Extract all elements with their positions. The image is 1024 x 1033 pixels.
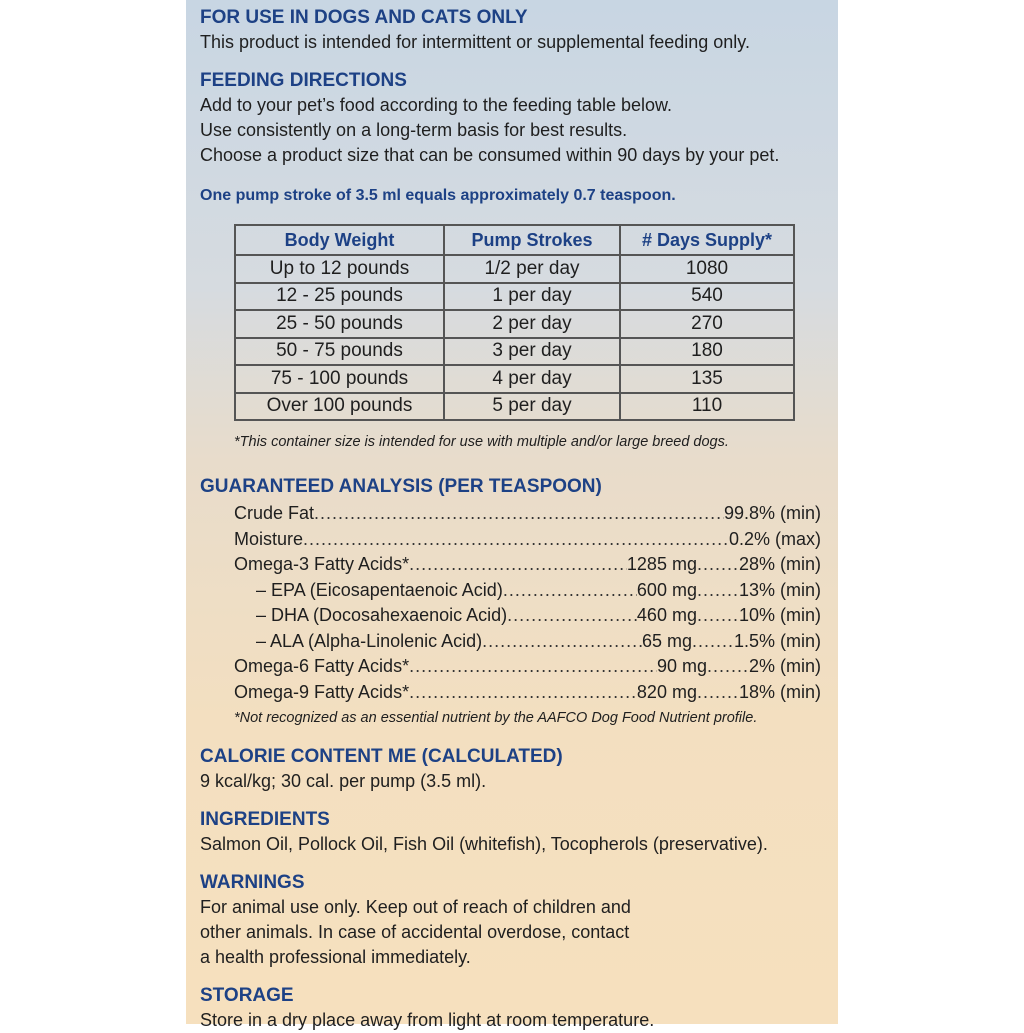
leader-dots xyxy=(697,603,739,629)
cell-days-supply: 540 xyxy=(620,283,794,311)
analysis-row xyxy=(256,603,821,629)
table-row xyxy=(235,393,794,421)
analysis-row xyxy=(234,552,821,578)
analysis-amount: 1285 mg xyxy=(626,554,697,574)
calorie-heading: CALORIE CONTENT ME (CALCULATED) xyxy=(200,746,563,767)
leader-dots xyxy=(692,629,734,655)
leader-dots xyxy=(697,578,739,604)
analysis-footnote: *Not recognized as an essential nutrient by the AAFCO Dog Food Nutrient profile. xyxy=(234,710,758,726)
warnings-line: other animals. In case of accidental overdose, contact xyxy=(200,922,630,942)
warnings-section xyxy=(200,871,830,970)
header-pump-strokes: Pump Strokes xyxy=(444,225,620,255)
table-row xyxy=(235,338,794,366)
leader-dots xyxy=(707,654,749,680)
cell-body-weight: 12 - 25 pounds xyxy=(235,283,444,311)
leader-dots xyxy=(697,552,739,578)
table-row xyxy=(235,283,794,311)
feeding-section xyxy=(200,69,830,453)
calorie-text: 9 kcal/kg; 30 cal. per pump (3.5 ml). xyxy=(200,771,487,791)
table-header-row xyxy=(235,225,794,255)
cell-days-supply: 180 xyxy=(620,338,794,366)
warnings-heading: WARNINGS xyxy=(200,872,305,893)
cell-pump-strokes: 1/2 per day xyxy=(444,255,620,283)
cell-pump-strokes: 1 per day xyxy=(444,283,620,311)
analysis-section xyxy=(200,475,830,729)
leader-dots xyxy=(507,603,637,629)
cell-days-supply: 270 xyxy=(620,310,794,338)
analysis-row xyxy=(234,654,821,680)
cell-pump-strokes: 4 per day xyxy=(444,365,620,393)
cell-body-weight: 75 - 100 pounds xyxy=(235,365,444,393)
leader-dots xyxy=(409,552,627,578)
leader-dots xyxy=(697,680,739,706)
calorie-section xyxy=(200,745,830,794)
table-row xyxy=(235,310,794,338)
cell-days-supply: 135 xyxy=(620,365,794,393)
storage-section xyxy=(200,984,830,1033)
storage-heading: STORAGE xyxy=(200,985,294,1006)
pump-note: One pump stroke of 3.5 ml equals approximately 0.7 teaspoon. xyxy=(200,187,676,204)
analysis-label: Omega-9 Fatty Acids* xyxy=(234,681,410,702)
analysis-row xyxy=(234,527,821,553)
use-text: This product is intended for intermittent or supplemental feeding only. xyxy=(200,32,750,52)
leader-dots xyxy=(409,654,657,680)
table-footnote: *This container size is intended for use with multiple and/or large breed dogs. xyxy=(234,434,729,450)
table-row xyxy=(235,255,794,283)
analysis-value: 13% (min) xyxy=(738,579,821,600)
cell-body-weight: 50 - 75 pounds xyxy=(235,338,444,366)
feeding-line: Add to your pet’s food according to the feeding table below. xyxy=(200,95,672,115)
leader-dots xyxy=(409,680,637,706)
cell-days-supply: 1080 xyxy=(620,255,794,283)
leader-dots xyxy=(503,578,637,604)
analysis-row xyxy=(256,629,821,655)
feeding-heading: FEEDING DIRECTIONS xyxy=(200,70,407,91)
cell-pump-strokes: 5 per day xyxy=(444,393,620,421)
cell-body-weight: Up to 12 pounds xyxy=(235,255,444,283)
ingredients-section xyxy=(200,808,830,857)
analysis-value: 2% (min) xyxy=(748,656,821,676)
analysis-amount: 65 mg xyxy=(641,630,692,651)
use-section xyxy=(200,6,830,55)
analysis-value: 18% (min) xyxy=(738,681,821,702)
cell-days-supply: 110 xyxy=(620,393,794,421)
analysis-heading: GUARANTEED ANALYSIS (PER TEASPOON) xyxy=(200,476,602,497)
label-content xyxy=(200,6,830,1033)
leader-dots xyxy=(314,501,724,527)
ingredients-text: Salmon Oil, Pollock Oil, Fish Oil (whitefish), Tocopherols (preservative). xyxy=(200,834,768,854)
analysis-label: – ALA (Alpha-Linolenic Acid) xyxy=(256,630,483,651)
analysis-label: – EPA (Eicosapentaenoic Acid) xyxy=(256,579,503,600)
table-row xyxy=(235,365,794,393)
label-panel xyxy=(186,0,838,1030)
cell-body-weight: Over 100 pounds xyxy=(235,393,444,421)
feeding-table xyxy=(234,224,795,421)
warnings-line: a health professional immediately. xyxy=(200,947,471,967)
analysis-row xyxy=(256,578,821,604)
cell-pump-strokes: 3 per day xyxy=(444,338,620,366)
analysis-label: – DHA (Docosahexaenoic Acid) xyxy=(256,605,508,625)
analysis-label: Moisture xyxy=(234,528,304,549)
analysis-row xyxy=(234,501,821,527)
analysis-label: Crude Fat xyxy=(234,503,315,523)
analysis-value: 99.8% (min) xyxy=(723,503,821,523)
analysis-rows xyxy=(200,501,830,705)
storage-text: Store in a dry place away from light at room temperature. xyxy=(200,1010,655,1030)
use-heading: FOR USE IN DOGS AND CATS ONLY xyxy=(200,7,528,28)
feeding-line: Choose a product size that can be consumed within 90 days by your pet. xyxy=(200,145,780,165)
feeding-line: Use consistently on a long-term basis for best results. xyxy=(200,120,628,140)
analysis-row xyxy=(234,680,821,706)
analysis-label: Omega-3 Fatty Acids* xyxy=(234,554,410,574)
analysis-value: 1.5% (min) xyxy=(733,630,821,651)
leader-dots xyxy=(482,629,642,655)
analysis-amount: 820 mg xyxy=(636,681,697,702)
analysis-amount: 90 mg xyxy=(656,656,707,676)
header-body-weight: Body Weight xyxy=(235,225,444,255)
analysis-value: 28% (min) xyxy=(738,554,821,574)
cell-body-weight: 25 - 50 pounds xyxy=(235,310,444,338)
analysis-value: 0.2% (max) xyxy=(728,528,821,549)
cell-pump-strokes: 2 per day xyxy=(444,310,620,338)
ingredients-heading: INGREDIENTS xyxy=(200,809,330,830)
warnings-line: For animal use only. Keep out of reach of children and xyxy=(200,897,631,917)
analysis-amount: 460 mg xyxy=(636,605,697,625)
analysis-value: 10% (min) xyxy=(738,605,821,625)
leader-dots xyxy=(303,527,729,553)
analysis-label: Omega-6 Fatty Acids* xyxy=(234,656,410,676)
analysis-amount: 600 mg xyxy=(636,579,697,600)
header-days-supply: # Days Supply* xyxy=(620,225,794,255)
